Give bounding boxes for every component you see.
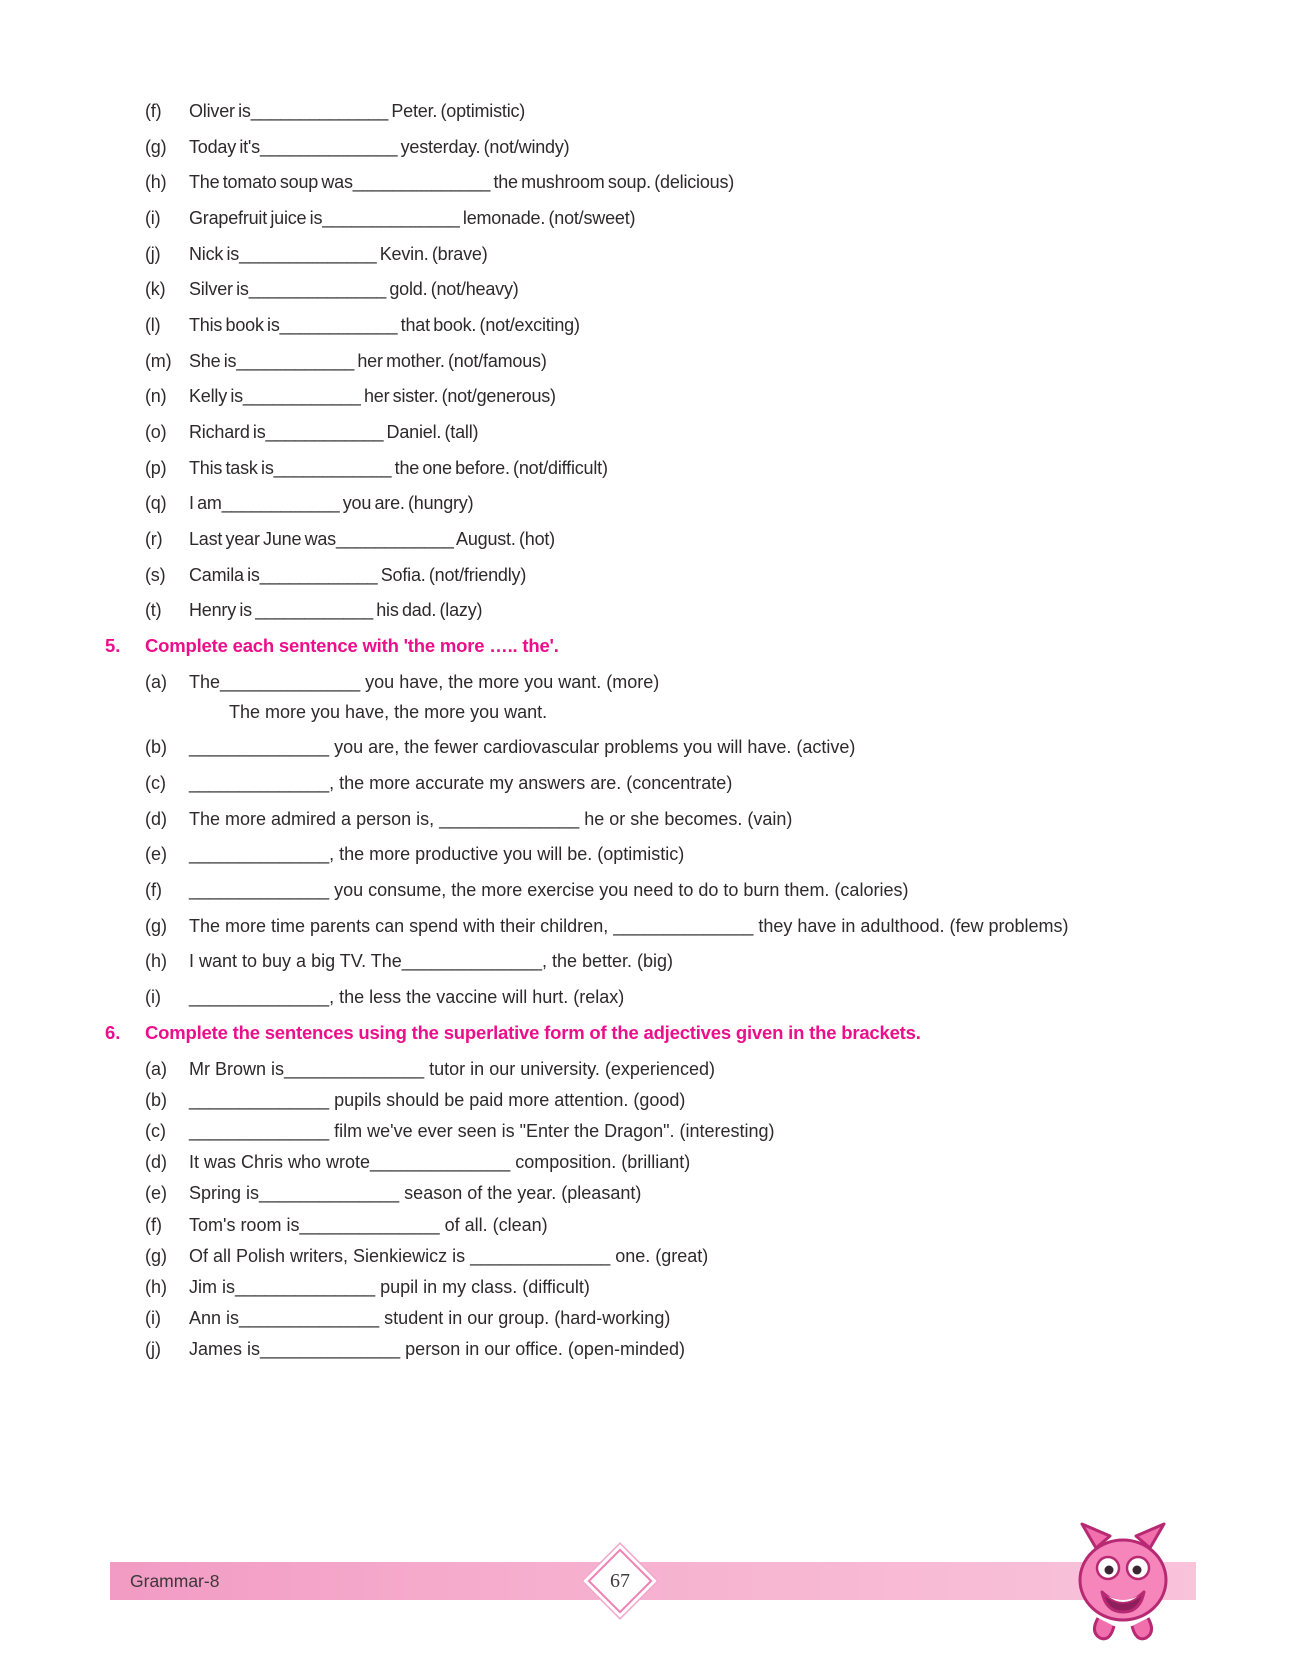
exercise-item (145, 243, 1205, 266)
item-letter: (a) (145, 1058, 167, 1079)
item-sentence: Spring is______________ season of the year. (pleasant) (189, 1183, 642, 1204)
exercise-item (145, 385, 1205, 408)
item-letter: (e) (145, 844, 167, 865)
item-sentence: The more time parents can spend with their children, ______________ they have in adulthood. (few problems) (189, 915, 1069, 936)
item-letter: (m) (145, 350, 172, 371)
item-sentence: She is____________ her mother. (not/famous) (189, 350, 547, 371)
exercise-item (145, 879, 1205, 902)
mascot-monster-illustration (1062, 1518, 1184, 1646)
exercise-item (145, 772, 1205, 795)
item-sentence: Jim is______________ pupil in my class. (difficult) (189, 1277, 590, 1297)
item-sentence: Grapefruit juice is______________ lemonade. (not/sweet) (189, 208, 636, 229)
exercise-item (145, 1214, 1205, 1237)
item-letter: (c) (145, 1121, 166, 1142)
page-content (105, 100, 1205, 1370)
item-letter: (n) (145, 386, 167, 407)
item-sentence: This book is____________ that book. (not/exciting) (189, 315, 580, 336)
item-letter: (j) (145, 243, 161, 264)
item-sentence: Last year June was____________ August. (hot) (189, 529, 555, 550)
item-letter: (g) (145, 1245, 167, 1266)
item-letter: (l) (145, 315, 161, 336)
exercise-item (145, 736, 1205, 759)
exercise5-heading (105, 635, 1205, 657)
exercise6-item-list (145, 1058, 1205, 1361)
exercise6-number: 6. (105, 1021, 121, 1043)
item-letter: (g) (145, 915, 167, 936)
item-letter: (b) (145, 737, 167, 758)
item-sentence: Camila is____________ Sofia. (not/friendly) (189, 564, 527, 585)
item-sentence: Mr Brown is______________ tutor in our university. (experienced) (189, 1058, 715, 1079)
exercise6-title: Complete the sentences using the superlative form of the adjectives given in the brackets. (145, 1021, 921, 1043)
item-sentence: It was Chris who wrote______________ composition. (brilliant) (189, 1152, 691, 1173)
item-sentence: ______________ you consume, the more exercise you need to do to burn them. (calories) (189, 880, 909, 901)
exercise-item (145, 671, 1205, 694)
item-letter: (p) (145, 457, 167, 478)
item-letter: (e) (145, 1183, 167, 1204)
exercise5-item-list (145, 671, 1205, 1009)
exercise-item (145, 1151, 1205, 1174)
item-sentence: Today it's______________ yesterday. (not/windy) (189, 136, 570, 157)
exercise-item (145, 915, 1205, 938)
item-sentence: Silver is______________ gold. (not/heavy) (189, 279, 519, 300)
exercise-item (145, 1120, 1205, 1143)
exercise-item (145, 207, 1205, 230)
item-sentence: ______________ pupils should be paid more attention. (good) (189, 1089, 686, 1110)
exercise-item (145, 314, 1205, 337)
item-sentence: The tomato soup was______________ the mushroom soup. (delicious) (189, 172, 735, 193)
exercise-item (145, 421, 1205, 444)
footer-bar (110, 1562, 1196, 1600)
item-sentence: I want to buy a big TV. The______________, the better. (big) (189, 951, 674, 972)
item-sentence: Henry is ____________ his dad. (lazy) (189, 600, 483, 621)
exercise-item (145, 492, 1205, 515)
page-number-diamond (588, 1548, 653, 1613)
item-sentence: The______________ you have, the more you want. (more) (189, 672, 660, 693)
item-letter: (s) (145, 564, 166, 585)
exercise-item (145, 1182, 1205, 1205)
item-sentence: Nick is______________ Kevin. (brave) (189, 243, 488, 264)
exercise-item (145, 1307, 1205, 1330)
exercise-item (145, 1089, 1205, 1112)
item-sentence: Tom's room is______________ of all. (clean) (189, 1214, 548, 1235)
item-letter: (t) (145, 600, 162, 621)
item-sentence: Of all Polish writers, Sienkiewicz is ______________ one. (great) (189, 1245, 709, 1266)
exercise-item (145, 528, 1205, 551)
item-letter: (k) (145, 279, 166, 300)
exercise-item (145, 457, 1205, 480)
exercise4-item-list (145, 100, 1205, 622)
item-letter: (g) (145, 136, 167, 157)
item-letter: (d) (145, 1152, 167, 1173)
item-sentence: ______________, the more productive you will be. (optimistic) (189, 844, 685, 865)
item-letter: (j) (145, 1339, 161, 1360)
item-sentence: Ann is______________ student in our group. (hard-working) (189, 1308, 671, 1329)
exercise-item (145, 1338, 1205, 1361)
item-sentence: Oliver is______________ Peter. (optimistic) (189, 101, 526, 121)
item-sentence: ______________, the more accurate my answers are. (concentrate) (189, 773, 733, 794)
item-letter: (d) (145, 808, 167, 829)
item-letter: (i) (145, 987, 161, 1008)
item-sentence: Richard is____________ Daniel. (tall) (189, 422, 479, 443)
page-number: 67 (610, 1569, 631, 1592)
exercise-item (145, 136, 1205, 159)
item-letter: (h) (145, 172, 167, 193)
item-letter: (i) (145, 208, 161, 229)
exercise-item (145, 1058, 1205, 1081)
item-sentence: This task is____________ the one before. (not/difficult) (189, 457, 608, 478)
item-letter: (r) (145, 529, 163, 550)
item-letter: (b) (145, 1089, 167, 1110)
item-letter: (h) (145, 951, 167, 972)
item-answer: The more you have, the more you want. (229, 701, 548, 722)
exercise-item (145, 171, 1205, 194)
exercise-item (145, 599, 1205, 622)
item-letter: (f) (145, 1214, 162, 1235)
exercise5-number: 5. (105, 635, 121, 657)
item-letter: (f) (145, 101, 162, 121)
item-sentence: ______________, the less the vaccine will hurt. (relax) (189, 987, 625, 1008)
item-sentence: ______________ you are, the fewer cardiovascular problems you will have. (active) (189, 737, 856, 758)
exercise-item (145, 808, 1205, 831)
exercise5-title: Complete each sentence with 'the more ….. the'. (145, 635, 559, 657)
exercise-item (145, 278, 1205, 301)
item-letter: (q) (145, 493, 167, 514)
exercise6-heading (105, 1022, 1205, 1044)
exercise-item (145, 350, 1205, 373)
exercise-item (145, 843, 1205, 866)
item-sentence: James is______________ person in our office. (open-minded) (189, 1339, 685, 1360)
exercise-item (145, 950, 1205, 973)
exercise-item (145, 986, 1205, 1009)
exercise-item (145, 1245, 1205, 1268)
exercise-item (145, 100, 1205, 123)
item-letter: (h) (145, 1277, 167, 1297)
item-letter: (f) (145, 880, 162, 901)
footer-chapter-label: Grammar-8 (130, 1570, 220, 1591)
item-sentence: ______________ film we've ever seen is "Enter the Dragon". (interesting) (189, 1121, 775, 1142)
item-sentence: The more admired a person is, ______________ he or she becomes. (vain) (189, 808, 793, 829)
item-letter: (o) (145, 422, 167, 443)
item-letter: (i) (145, 1308, 161, 1329)
item-letter: (c) (145, 773, 166, 794)
item-sentence: Kelly is____________ her sister. (not/generous) (189, 386, 556, 407)
exercise-item (145, 564, 1205, 587)
item-letter: (a) (145, 672, 167, 693)
exercise-item (145, 1276, 1205, 1299)
item-sentence: I am____________ you are. (hungry) (189, 493, 474, 514)
